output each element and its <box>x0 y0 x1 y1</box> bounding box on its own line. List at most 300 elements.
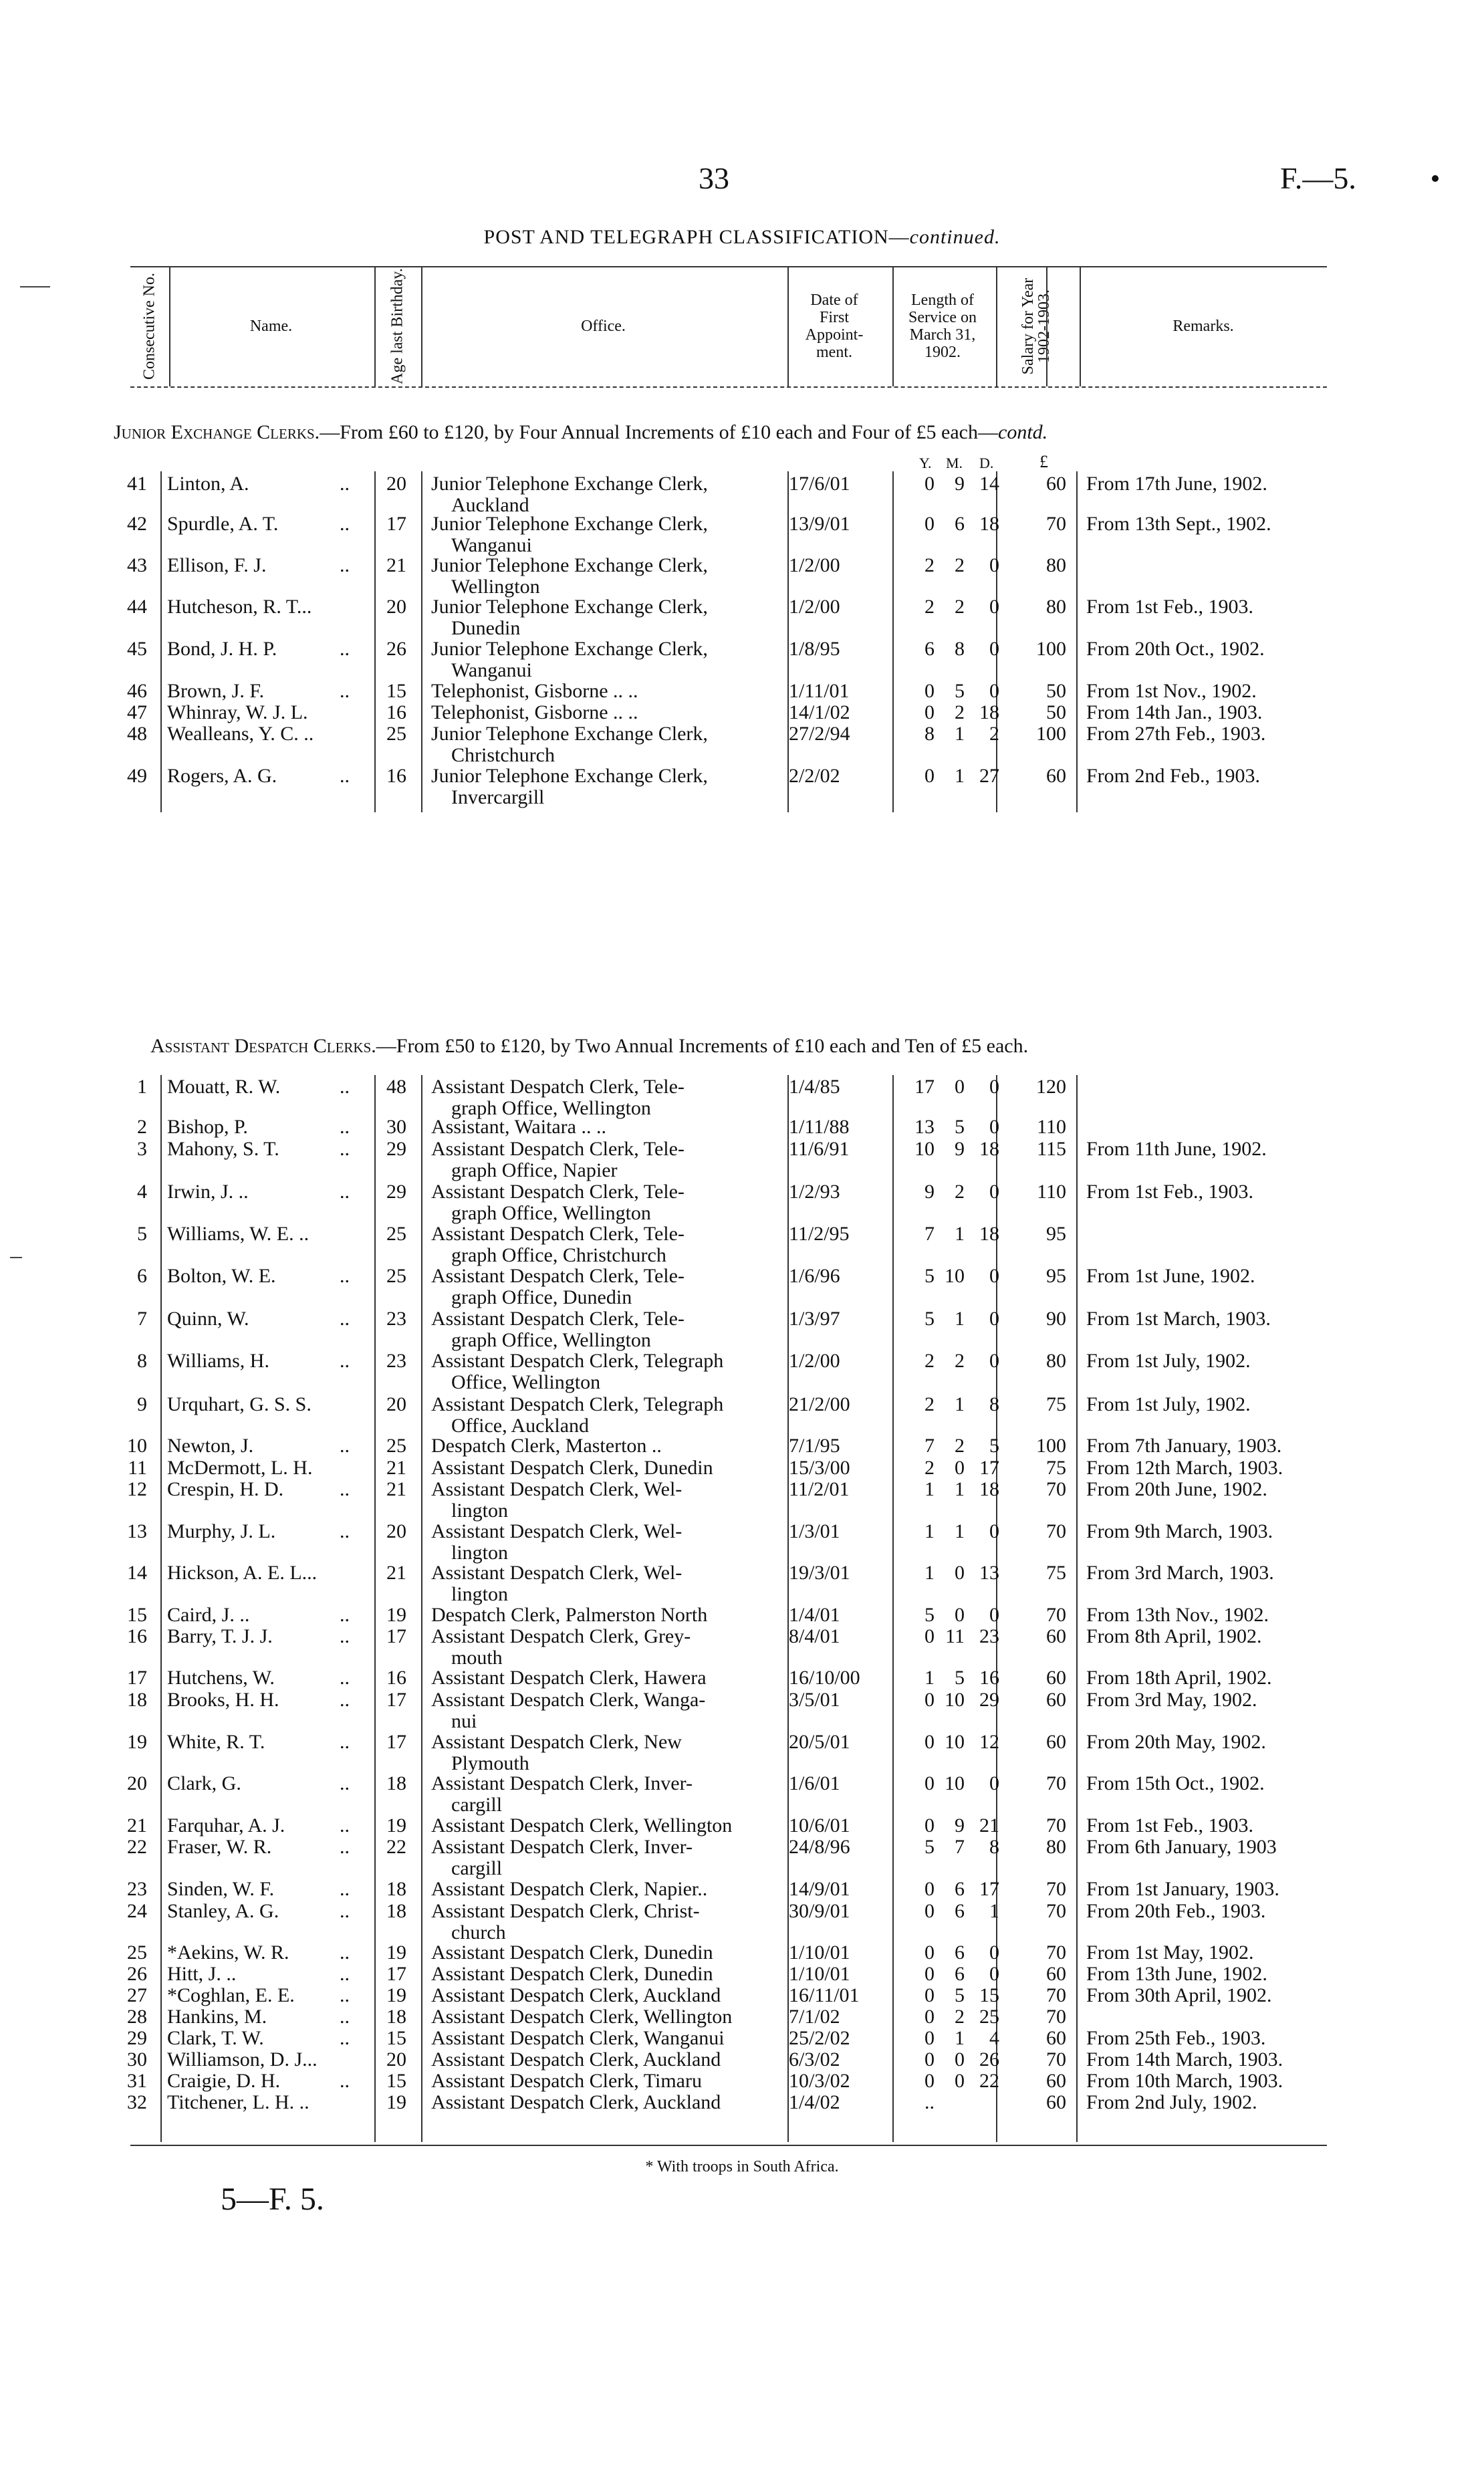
footnote: * With troops in South Africa. <box>645 2158 839 2175</box>
salary: 80 <box>1046 554 1066 576</box>
col-age: Age last Birthday. <box>388 267 406 384</box>
col-office: Office. <box>581 317 626 335</box>
office-line: Assistant Despatch Clerk, Grey- <box>431 1625 691 1647</box>
service-days: 0 <box>989 1116 999 1138</box>
employee-name: Mahony, S. T. <box>167 1138 279 1160</box>
remarks: From 20th Oct., 1902. <box>1086 638 1265 660</box>
service-days: 23 <box>979 1625 999 1647</box>
row-number: 24 <box>127 1900 147 1922</box>
appointment-date: 2/2/02 <box>789 765 840 787</box>
salary: 60 <box>1046 1625 1066 1647</box>
leader-dots: .. <box>340 1076 350 1098</box>
remarks: From 1st Feb., 1903. <box>1086 1814 1254 1837</box>
office-line: Assistant Despatch Clerk, Tele- <box>431 1265 685 1287</box>
appointment-date: 3/5/01 <box>789 1689 840 1711</box>
employee-name: Bolton, W. E. <box>167 1265 276 1287</box>
office-line-continued: Invercargill <box>451 786 545 808</box>
office-line: Assistant Despatch Clerk, Tele- <box>431 1181 685 1203</box>
service-months: 1 <box>955 765 965 787</box>
col-rule <box>374 1075 376 2142</box>
employee-name: Irwin, J. .. <box>167 1181 249 1203</box>
service-years: 0 <box>924 2070 935 2092</box>
employee-name: Murphy, J. L. <box>167 1520 276 1542</box>
service-months: 6 <box>955 513 965 535</box>
office-line: Assistant Despatch Clerk, Wanga- <box>431 1689 706 1711</box>
age: 15 <box>386 2070 406 2092</box>
service-days: 0 <box>989 1941 999 1964</box>
service-years: 7 <box>924 1223 935 1245</box>
service-years: 0 <box>924 513 935 535</box>
employee-name: Barry, T. J. J. <box>167 1625 273 1647</box>
service-years: 0 <box>924 701 935 723</box>
remarks: From 17th June, 1902. <box>1086 473 1267 495</box>
office <box>431 1435 782 1457</box>
salary: 100 <box>1036 638 1066 660</box>
appointment-date: 10/3/02 <box>789 2070 850 2092</box>
service-days: 2 <box>989 723 999 745</box>
col-consecutive: Consecutive No. <box>140 272 158 380</box>
service-years: 0 <box>924 2027 935 2049</box>
office <box>431 1815 782 1837</box>
office <box>431 473 782 516</box>
row-number: 32 <box>127 2091 147 2113</box>
age: 21 <box>386 554 406 576</box>
age: 21 <box>386 1478 406 1500</box>
leader-dots: .. <box>340 1116 350 1138</box>
appointment-date: 1/4/01 <box>789 1604 840 1626</box>
employee-name: Farquhar, A. J. <box>167 1814 285 1837</box>
office-line-continued: lington <box>451 1583 509 1605</box>
employee-name: McDermott, L. H. <box>167 1457 313 1479</box>
office-line-continued: Wellington <box>451 576 540 598</box>
service-days: 27 <box>979 765 999 787</box>
office <box>431 555 782 598</box>
age: 17 <box>386 513 406 535</box>
service-days: 26 <box>979 2048 999 2070</box>
employee-name: Stanley, A. G. <box>167 1900 279 1922</box>
office-line: Assistant Despatch Clerk, Timaru <box>431 2070 702 2092</box>
service-years: 0 <box>924 1772 935 1794</box>
salary: 60 <box>1046 1963 1066 1985</box>
appointment-date: 1/2/00 <box>789 596 840 618</box>
office-line: Assistant Despatch Clerk, Wel- <box>431 1520 683 1542</box>
age: 18 <box>386 1772 406 1794</box>
remarks: From 14th March, 1903. <box>1086 2048 1283 2070</box>
col-rule <box>421 1075 422 2142</box>
title-continued: continued. <box>909 226 1001 248</box>
leader-dots: .. <box>340 1667 350 1689</box>
age: 17 <box>386 1731 406 1753</box>
service-months: 2 <box>955 596 965 618</box>
service-months: 2 <box>955 1435 965 1457</box>
row-number: 49 <box>127 765 147 787</box>
office-line-continued: lington <box>451 1500 509 1522</box>
service-years: 0 <box>924 1731 935 1753</box>
service-months: 0 <box>955 2070 965 2092</box>
leader-dots: .. <box>340 1625 350 1647</box>
employee-name: Urquhart, G. S. S. <box>167 1393 312 1415</box>
office-line: Junior Telephone Exchange Clerk, <box>431 765 708 787</box>
service-years: 0 <box>924 680 935 702</box>
office <box>431 1139 782 1181</box>
page-title <box>0 226 1484 249</box>
employee-name: Caird, J. .. <box>167 1604 250 1626</box>
appointment-date: 14/1/02 <box>789 701 850 723</box>
col-rule <box>892 471 894 812</box>
remarks: From 2nd July, 1902. <box>1086 2091 1257 2113</box>
col-rule <box>892 1075 894 2142</box>
service-years: 1 <box>924 1667 935 1689</box>
appointment-date: 1/6/01 <box>789 1772 840 1794</box>
leader-dots: .. <box>340 473 350 495</box>
remarks: From 8th April, 1902. <box>1086 1625 1262 1647</box>
service-days: 13 <box>979 1562 999 1584</box>
service-months: 8 <box>955 638 965 660</box>
header-sep <box>421 267 422 386</box>
service-months: 1 <box>955 1308 965 1330</box>
employee-name: Williams, H. <box>167 1350 269 1372</box>
salary: 70 <box>1046 1984 1066 2006</box>
employee-name: Spurdle, A. T. <box>167 513 279 535</box>
employee-name: Williams, W. E. .. <box>167 1223 310 1245</box>
col-rule <box>160 471 162 812</box>
header-sep <box>787 267 789 386</box>
service-months: 0 <box>955 1562 965 1584</box>
col-rule <box>160 1075 162 2142</box>
office-line-continued: graph Office, Napier <box>451 1159 618 1181</box>
appointment-date: 11/2/01 <box>789 1478 850 1500</box>
remarks: From 14th Jan., 1903. <box>1086 701 1263 723</box>
age: 20 <box>386 596 406 618</box>
col-rule <box>1076 471 1078 812</box>
row-number: 30 <box>127 2048 147 2070</box>
office <box>431 1773 782 1816</box>
row-number: 8 <box>137 1350 147 1372</box>
remarks: From 10th March, 1903. <box>1086 2070 1283 2092</box>
employee-name: White, R. T. <box>167 1731 265 1753</box>
col-rule <box>374 471 376 812</box>
age: 16 <box>386 765 406 787</box>
title-main: POST AND TELEGRAPH CLASSIFICATION— <box>483 226 910 248</box>
age: 17 <box>386 1689 406 1711</box>
salary: 95 <box>1046 1265 1066 1287</box>
service-days: 0 <box>989 680 999 702</box>
employee-name: Bond, J. H. P. <box>167 638 277 660</box>
office-line: Assistant Despatch Clerk, Tele- <box>431 1308 685 1330</box>
office-line-continued: Christchurch <box>451 744 555 766</box>
office <box>431 1562 782 1605</box>
margin-mark <box>10 1257 22 1258</box>
employee-name: Quinn, W. <box>167 1308 249 1330</box>
age: 17 <box>386 1625 406 1647</box>
service-months: 1 <box>955 1478 965 1500</box>
employee-name: Hutchens, W. <box>167 1667 275 1689</box>
row-number: 6 <box>137 1265 147 1287</box>
service-days: 0 <box>989 1963 999 1985</box>
service-years: 2 <box>924 596 935 618</box>
col-rule <box>421 471 422 812</box>
service-days: 0 <box>989 1604 999 1626</box>
office-line: Assistant Despatch Clerk, Tele- <box>431 1076 685 1098</box>
service-years: 2 <box>924 554 935 576</box>
salary: 75 <box>1046 1393 1066 1415</box>
col-remarks: Remarks. <box>1172 317 1234 335</box>
leader-dots: .. <box>340 1900 350 1922</box>
office-line: Assistant Despatch Clerk, Auckland <box>431 1984 721 2006</box>
row-number: 14 <box>127 1562 147 1584</box>
remarks: From 1st March, 1903. <box>1086 1308 1271 1330</box>
age: 29 <box>386 1181 406 1203</box>
service-days: 0 <box>989 1076 999 1098</box>
salary: 70 <box>1046 1520 1066 1542</box>
salary: 70 <box>1046 1604 1066 1626</box>
employee-name: Wealleans, Y. C. .. <box>167 723 314 745</box>
remarks: From 7th January, 1903. <box>1086 1435 1282 1457</box>
office <box>431 2006 782 2028</box>
appointment-date: 8/4/01 <box>789 1625 840 1647</box>
service-days: 0 <box>989 1265 999 1287</box>
salary: 120 <box>1036 1076 1066 1098</box>
office-line-continued: graph Office, Wellington <box>451 1202 651 1224</box>
leader-dots: .. <box>340 1138 350 1160</box>
service-months: 1 <box>955 1223 965 1245</box>
service-days: 14 <box>979 473 999 495</box>
row-number: 9 <box>137 1393 147 1415</box>
appointment-date: 1/4/85 <box>789 1076 840 1098</box>
header-sep <box>1080 267 1081 386</box>
leader-dots: .. <box>340 1772 350 1794</box>
office <box>431 1479 782 1522</box>
employee-name: Hitt, J. .. <box>167 1963 237 1985</box>
office-line: Assistant Despatch Clerk, Dunedin <box>431 1941 713 1964</box>
header-sep <box>1046 267 1047 386</box>
office-line-continued: graph Office, Dunedin <box>451 1286 632 1308</box>
col-date: Date of First Appoint-ment. <box>805 291 864 361</box>
salary: 115 <box>1037 1138 1066 1160</box>
age: 22 <box>386 1836 406 1858</box>
row-number: 31 <box>127 2070 147 2092</box>
col-rule <box>1076 1075 1078 2142</box>
service-months: 1 <box>955 2027 965 2049</box>
office <box>431 1626 782 1669</box>
appointment-date: 17/6/01 <box>789 473 850 495</box>
age: 16 <box>386 701 406 723</box>
remarks: From 1st May, 1902. <box>1086 1941 1254 1964</box>
office <box>431 1942 782 1964</box>
service-months: 6 <box>955 1878 965 1900</box>
office <box>431 1605 782 1626</box>
salary: 70 <box>1046 2048 1066 2070</box>
service-years: 17 <box>914 1076 935 1098</box>
service-days: 12 <box>979 1731 999 1753</box>
service-months: 6 <box>955 1963 965 1985</box>
office-line: Assistant Despatch Clerk, Tele- <box>431 1223 685 1245</box>
appointment-date: 1/4/02 <box>789 2091 840 2113</box>
office <box>431 1667 782 1689</box>
office-line-continued: Auckland <box>451 494 529 516</box>
leader-dots: .. <box>340 680 350 702</box>
service-days: 18 <box>979 701 999 723</box>
row-number: 15 <box>127 1604 147 1626</box>
office <box>431 2070 782 2092</box>
salary: 70 <box>1046 1772 1066 1794</box>
service-days: 21 <box>979 1814 999 1837</box>
office-line: Junior Telephone Exchange Clerk, <box>431 596 708 618</box>
employee-name: Craigie, D. H. <box>167 2070 281 2092</box>
employee-name: Williamson, D. J... <box>167 2048 318 2070</box>
office <box>431 1732 782 1774</box>
row-number: 18 <box>127 1689 147 1711</box>
office-line: Assistant Despatch Clerk, Hawera <box>431 1667 707 1689</box>
page-number: 33 <box>699 161 729 195</box>
service-months: 2 <box>955 554 965 576</box>
salary: 60 <box>1046 473 1066 495</box>
age: 18 <box>386 2006 406 2028</box>
appointment-date: 16/10/00 <box>789 1667 860 1689</box>
service-months: 10 <box>945 1265 965 1287</box>
appointment-date: 13/9/01 <box>789 513 850 535</box>
service-days: 15 <box>979 1984 999 2006</box>
age: 23 <box>386 1350 406 1372</box>
leader-dots: .. <box>340 1984 350 2006</box>
service-years: 0 <box>924 2048 935 2070</box>
leader-dots: .. <box>340 1350 350 1372</box>
row-number: 28 <box>127 2006 147 2028</box>
appointment-date: 1/10/01 <box>789 1941 850 1964</box>
age: 15 <box>386 2027 406 2049</box>
leader-dots: .. <box>340 1308 350 1330</box>
remarks: From 9th March, 1903. <box>1086 1520 1273 1542</box>
unit-y: Y. <box>919 455 932 471</box>
age: 21 <box>386 1457 406 1479</box>
service-months: 1 <box>955 1393 965 1415</box>
salary: 50 <box>1046 701 1066 723</box>
row-number: 13 <box>127 1520 147 1542</box>
salary: 60 <box>1046 1667 1066 1689</box>
appointment-date: 30/9/01 <box>789 1900 850 1922</box>
office-line-continued: lington <box>451 1542 509 1564</box>
service-months: 10 <box>945 1731 965 1753</box>
age: 19 <box>386 1984 406 2006</box>
row-number: 12 <box>127 1478 147 1500</box>
leader-dots: .. <box>340 1604 350 1626</box>
service-days: 0 <box>989 1181 999 1203</box>
age: 19 <box>386 1604 406 1626</box>
age: 17 <box>386 1963 406 1985</box>
office <box>431 1521 782 1564</box>
office-line-continued: Plymouth <box>451 1752 529 1774</box>
service-months: 2 <box>955 701 965 723</box>
service-months: 0 <box>955 2048 965 2070</box>
service-days: 16 <box>979 1667 999 1689</box>
service-months: 11 <box>945 1625 965 1647</box>
table-bottom-rule <box>130 2145 1327 2146</box>
appointment-date: 1/2/93 <box>789 1181 840 1203</box>
service-days: 18 <box>979 513 999 535</box>
employee-name: Hutcheson, R. T... <box>167 596 312 618</box>
margin-mark <box>20 286 50 287</box>
office-line: Assistant Despatch Clerk, Auckland <box>431 2048 721 2070</box>
row-number: 25 <box>127 1941 147 1964</box>
leader-dots: .. <box>340 1478 350 1500</box>
office <box>431 1350 782 1393</box>
appointment-date: 27/2/94 <box>789 723 850 745</box>
service-months: 1 <box>955 723 965 745</box>
service-days: 8 <box>989 1393 999 1415</box>
employee-name: Brooks, H. H. <box>167 1689 279 1711</box>
appointment-date: 1/2/00 <box>789 554 840 576</box>
service-years: 7 <box>924 1435 935 1457</box>
remarks: From 20th June, 1902. <box>1086 1478 1267 1500</box>
office <box>431 723 782 766</box>
service-days: 18 <box>979 1478 999 1500</box>
appointment-date: 20/5/01 <box>789 1731 850 1753</box>
remarks: From 25th Feb., 1903. <box>1086 2027 1266 2049</box>
header-sep <box>169 267 170 386</box>
service-days: 0 <box>989 554 999 576</box>
salary: 70 <box>1046 2006 1066 2028</box>
leader-dots: .. <box>340 1265 350 1287</box>
office <box>431 638 782 681</box>
remarks: From 2nd Feb., 1903. <box>1086 765 1261 787</box>
row-number: 11 <box>128 1457 147 1479</box>
office-line: Assistant Despatch Clerk, Dunedin <box>431 1457 713 1479</box>
appointment-date: 14/9/01 <box>789 1878 850 1900</box>
service-days: 18 <box>979 1223 999 1245</box>
office <box>431 1116 782 1138</box>
row-number: 22 <box>127 1836 147 1858</box>
service-years: 13 <box>914 1116 935 1138</box>
office <box>431 1689 782 1732</box>
salary: 60 <box>1046 765 1066 787</box>
salary: 60 <box>1046 2091 1066 2113</box>
unit-m: M. <box>946 455 963 471</box>
salary: 60 <box>1046 2070 1066 2092</box>
appointment-date: 7/1/95 <box>789 1435 840 1457</box>
service-years: 0 <box>924 1689 935 1711</box>
leader-dots: .. <box>340 1435 350 1457</box>
leader-dots: .. <box>340 1941 350 1964</box>
service-years: 1 <box>924 1478 935 1500</box>
office-line: Assistant Despatch Clerk, Dunedin <box>431 1963 713 1985</box>
appointment-date: 6/3/02 <box>789 2048 840 2070</box>
service-days: 17 <box>979 1457 999 1479</box>
salary: 100 <box>1036 723 1066 745</box>
office-line-continued: Office, Wellington <box>451 1371 601 1393</box>
service-years: 0 <box>924 2006 935 2028</box>
remarks: From 18th April, 1902. <box>1086 1667 1272 1689</box>
leader-dots: .. <box>340 1814 350 1837</box>
salary: 90 <box>1046 1308 1066 1330</box>
service-years: 2 <box>924 1457 935 1479</box>
service-days: 0 <box>989 1350 999 1372</box>
service-months: 1 <box>955 1520 965 1542</box>
appointment-date: 11/6/91 <box>789 1138 850 1160</box>
remarks: From 20th May, 1902. <box>1086 1731 1266 1753</box>
employee-name: Ellison, F. J. <box>167 554 267 576</box>
office-line-continued: graph Office, Christchurch <box>451 1244 666 1266</box>
employee-name: *Coghlan, E. E. <box>167 1984 295 2006</box>
service-days: 0 <box>989 1772 999 1794</box>
service-months: 0 <box>955 1457 965 1479</box>
service-years: 2 <box>924 1350 935 1372</box>
service-years: 6 <box>924 638 935 660</box>
employee-name: Crespin, H. D. <box>167 1478 284 1500</box>
appointment-date: 21/2/00 <box>789 1393 850 1415</box>
remarks: From 6th January, 1903 <box>1086 1836 1277 1858</box>
employee-name: *Aekins, W. R. <box>167 1941 289 1964</box>
service-years: 8 <box>924 723 935 745</box>
